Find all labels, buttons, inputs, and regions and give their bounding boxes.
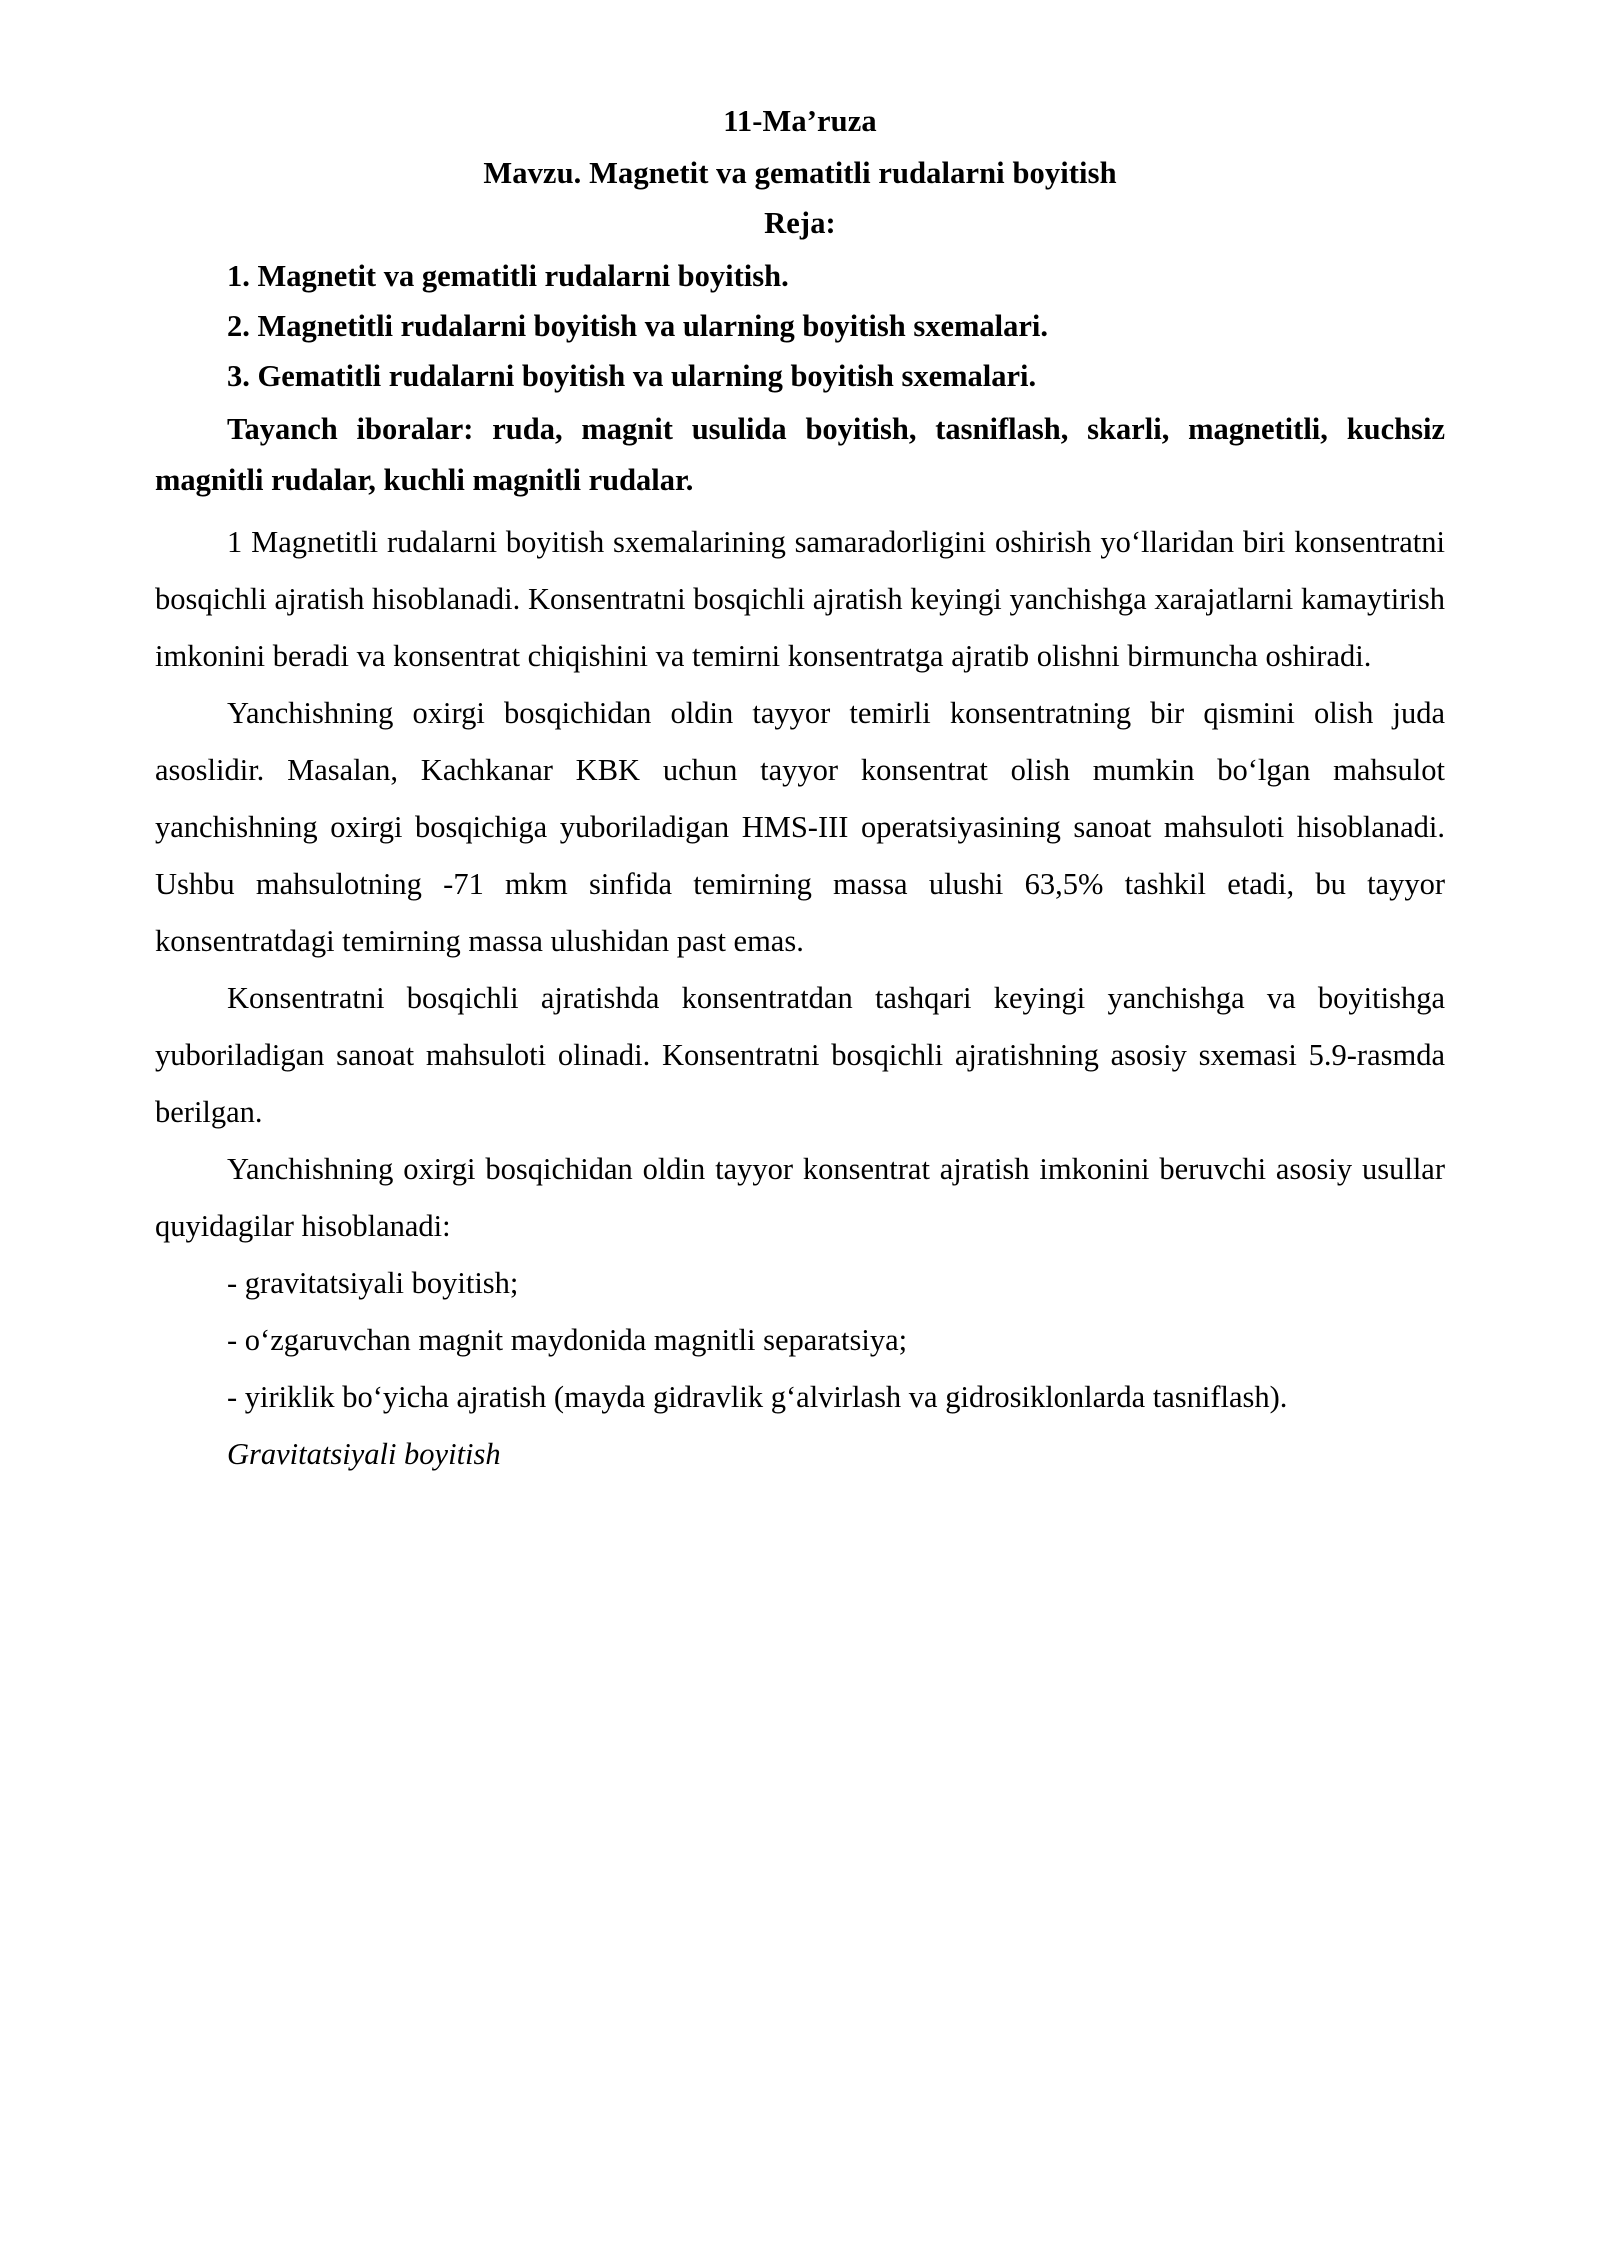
paragraph-3: Konsentratni bosqichli ajratishda konsentratdan tashqari keyingi yanchishga va boyitishga yuboriladigan sanoat mahsuloti olinadi. Konsentratni bosqichli ajratishning asosiy sxemasi 5.9-rasmda berilgan.	[155, 981, 1445, 1129]
list-item-1: - gravitatsiyali boyitish;	[227, 1266, 519, 1300]
list-item-3: - yiriklik bo‘yicha ajratish (mayda gidravlik g‘alvirlash va gidrosiklonlarda tasniflash).	[227, 1380, 1288, 1414]
paragraph-1: 1 Magnetitli rudalarni boyitish sxemalarining samaradorligini oshirish yo‘llaridan biri konsentratni bosqichli ajratish hisoblanadi. Konsentratni bosqichli ajratish keyingi yanchishga xarajatlarni kamaytirish imkonini beradi va konsentrat chiqishini va temirni konsentratga ajratib olishni birmuncha oshiradi.	[155, 525, 1445, 673]
paragraph-2: Yanchishning oxirgi bosqichidan oldin tayyor temirli konsentratning bir qismini olish juda asoslidir. Masalan, Kachkanar KBK uchun tayyor konsentrat olish mumkin bo‘lgan mahsulot yanchishning oxirgi bosqichiga yuboriladigan HMS-III operatsiyasining sanoat mahsuloti hisoblanadi. Ushbu mahsulotning -71 mkm sinfida temirning massa ulushi 63,5% tashkil etadi, bu tayyor konsentratdagi temirning massa ulushidan past emas.	[155, 696, 1445, 958]
subject-heading: Mavzu. Magnetit va gematitli rudalarni boyitish	[483, 156, 1117, 190]
plan-item-2: 2. Magnetitli rudalarni boyitish va ularning boyitish sxemalari.	[227, 309, 1049, 343]
plan-item-3: 3. Gematitli rudalarni boyitish va ularning boyitish sxemalari.	[227, 359, 1037, 393]
lecture-title: 11-Ma’ruza	[723, 104, 877, 138]
keywords-paragraph: Tayanch iboralar: ruda, magnit usulida boyitish, tasniflash, skarli, magnetitli, kuchsiz magnitli rudalar, kuchli magnitli rudalar.	[155, 412, 1445, 497]
closing-italic-line: Gravitatsiyali boyitish	[227, 1437, 501, 1471]
plan-heading: Reja:	[764, 206, 836, 240]
list-item-2: - o‘zgaruvchan magnit maydonida magnitli separatsiya;	[227, 1323, 908, 1357]
paragraph-4: Yanchishning oxirgi bosqichidan oldin tayyor konsentrat ajratish imkonini beruvchi asosiy usullar quyidagilar hisoblanadi:	[155, 1152, 1445, 1243]
document-body	[155, 96, 1445, 1483]
spacer	[155, 506, 1445, 514]
plan-item-1: 1. Magnetit va gematitli rudalarni boyitish.	[227, 259, 789, 293]
